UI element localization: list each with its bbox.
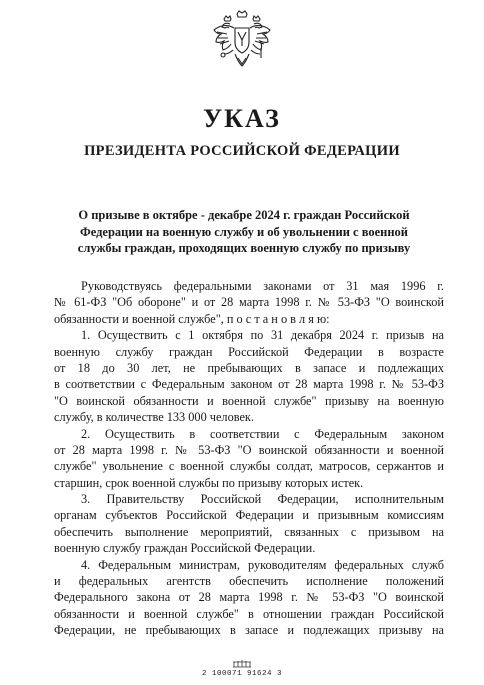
body-line: 3. Правительству Российской Федерации, исполнительным bbox=[81, 492, 444, 507]
heading-line: службы граждан, проходящих военную службу по призыву bbox=[77, 241, 411, 255]
heading-line: О призыве в октябре - декабре 2024 г. граждан Российской bbox=[78, 208, 410, 222]
body-line: от 28 марта 1998 г. № 53-ФЗ "О воинской обязанности и военной bbox=[54, 442, 444, 457]
body-line: военную службу граждан Российской Федерации. bbox=[54, 541, 316, 556]
body-line: "О воинской обязанности и военной службе" призыву на военную bbox=[54, 393, 444, 408]
body-line: обеспечить выполнение мероприятий, связанных с призывом на bbox=[54, 524, 444, 539]
body-line: и федеральных агентств обеспечить исполнение положений bbox=[54, 574, 444, 589]
body-line: Руководствуясь федеральными законами от 31 мая 1996 г. bbox=[81, 279, 444, 293]
coat-of-arms-icon bbox=[211, 10, 273, 76]
body-line: 1. Осуществить с 1 октября по 31 декабря 2024 г. призыв на bbox=[81, 328, 444, 343]
body-line: обязанности и военной службе", п о с т а н о в л я ю: bbox=[54, 311, 330, 326]
decree-body bbox=[54, 278, 444, 639]
body-line: от 18 до 30 лет, не пребывающих в запасе и подлежащих bbox=[54, 360, 444, 375]
decree-title: УКАЗ bbox=[203, 104, 281, 133]
body-line: обязанности и военной службе" в отношении граждан Российской bbox=[54, 606, 444, 621]
body-line: 4. Федеральным министрам, руководителям федеральных служб bbox=[81, 557, 444, 572]
body-line: № 61-ФЗ "Об обороне" и от 28 марта 1998 г. № 53-ФЗ "О воинской bbox=[54, 295, 444, 310]
body-line: Федерации, не пребывающих в запасе и подлежащих призыву на bbox=[54, 623, 444, 638]
decree-subtitle: ПРЕЗИДЕНТА РОССИЙСКОЙ ФЕДЕРАЦИИ bbox=[84, 143, 400, 159]
barcode-number: 2 100071 91624 3 bbox=[201, 670, 282, 678]
body-line: старшин, срок военной службы по призыву которых истек. bbox=[54, 475, 364, 490]
decree-heading bbox=[52, 207, 436, 257]
body-line: военную службу граждан Российской Федерации в возрасте bbox=[54, 344, 444, 359]
body-line: Федерального закона от 28 марта 1998 г. № 53-ФЗ "О воинской bbox=[54, 590, 444, 605]
body-line: в соответствии с Федеральным законом от 28 марта 1998 г. № 53-ФЗ bbox=[54, 377, 444, 392]
stamp-icon bbox=[231, 658, 253, 668]
body-line: 2. Осуществить в соответствии с Федеральным законом bbox=[81, 426, 444, 441]
body-line: службе" увольнение с военной службы солдат, матросов, сержантов и bbox=[54, 459, 444, 474]
body-line: службу, в количестве 133 000 человек. bbox=[54, 410, 254, 425]
body-line: органам субъектов Российской Федерации и призывным комиссиям bbox=[54, 508, 444, 523]
heading-line: Федерации на военную службу и об увольнении с военной bbox=[79, 224, 409, 239]
